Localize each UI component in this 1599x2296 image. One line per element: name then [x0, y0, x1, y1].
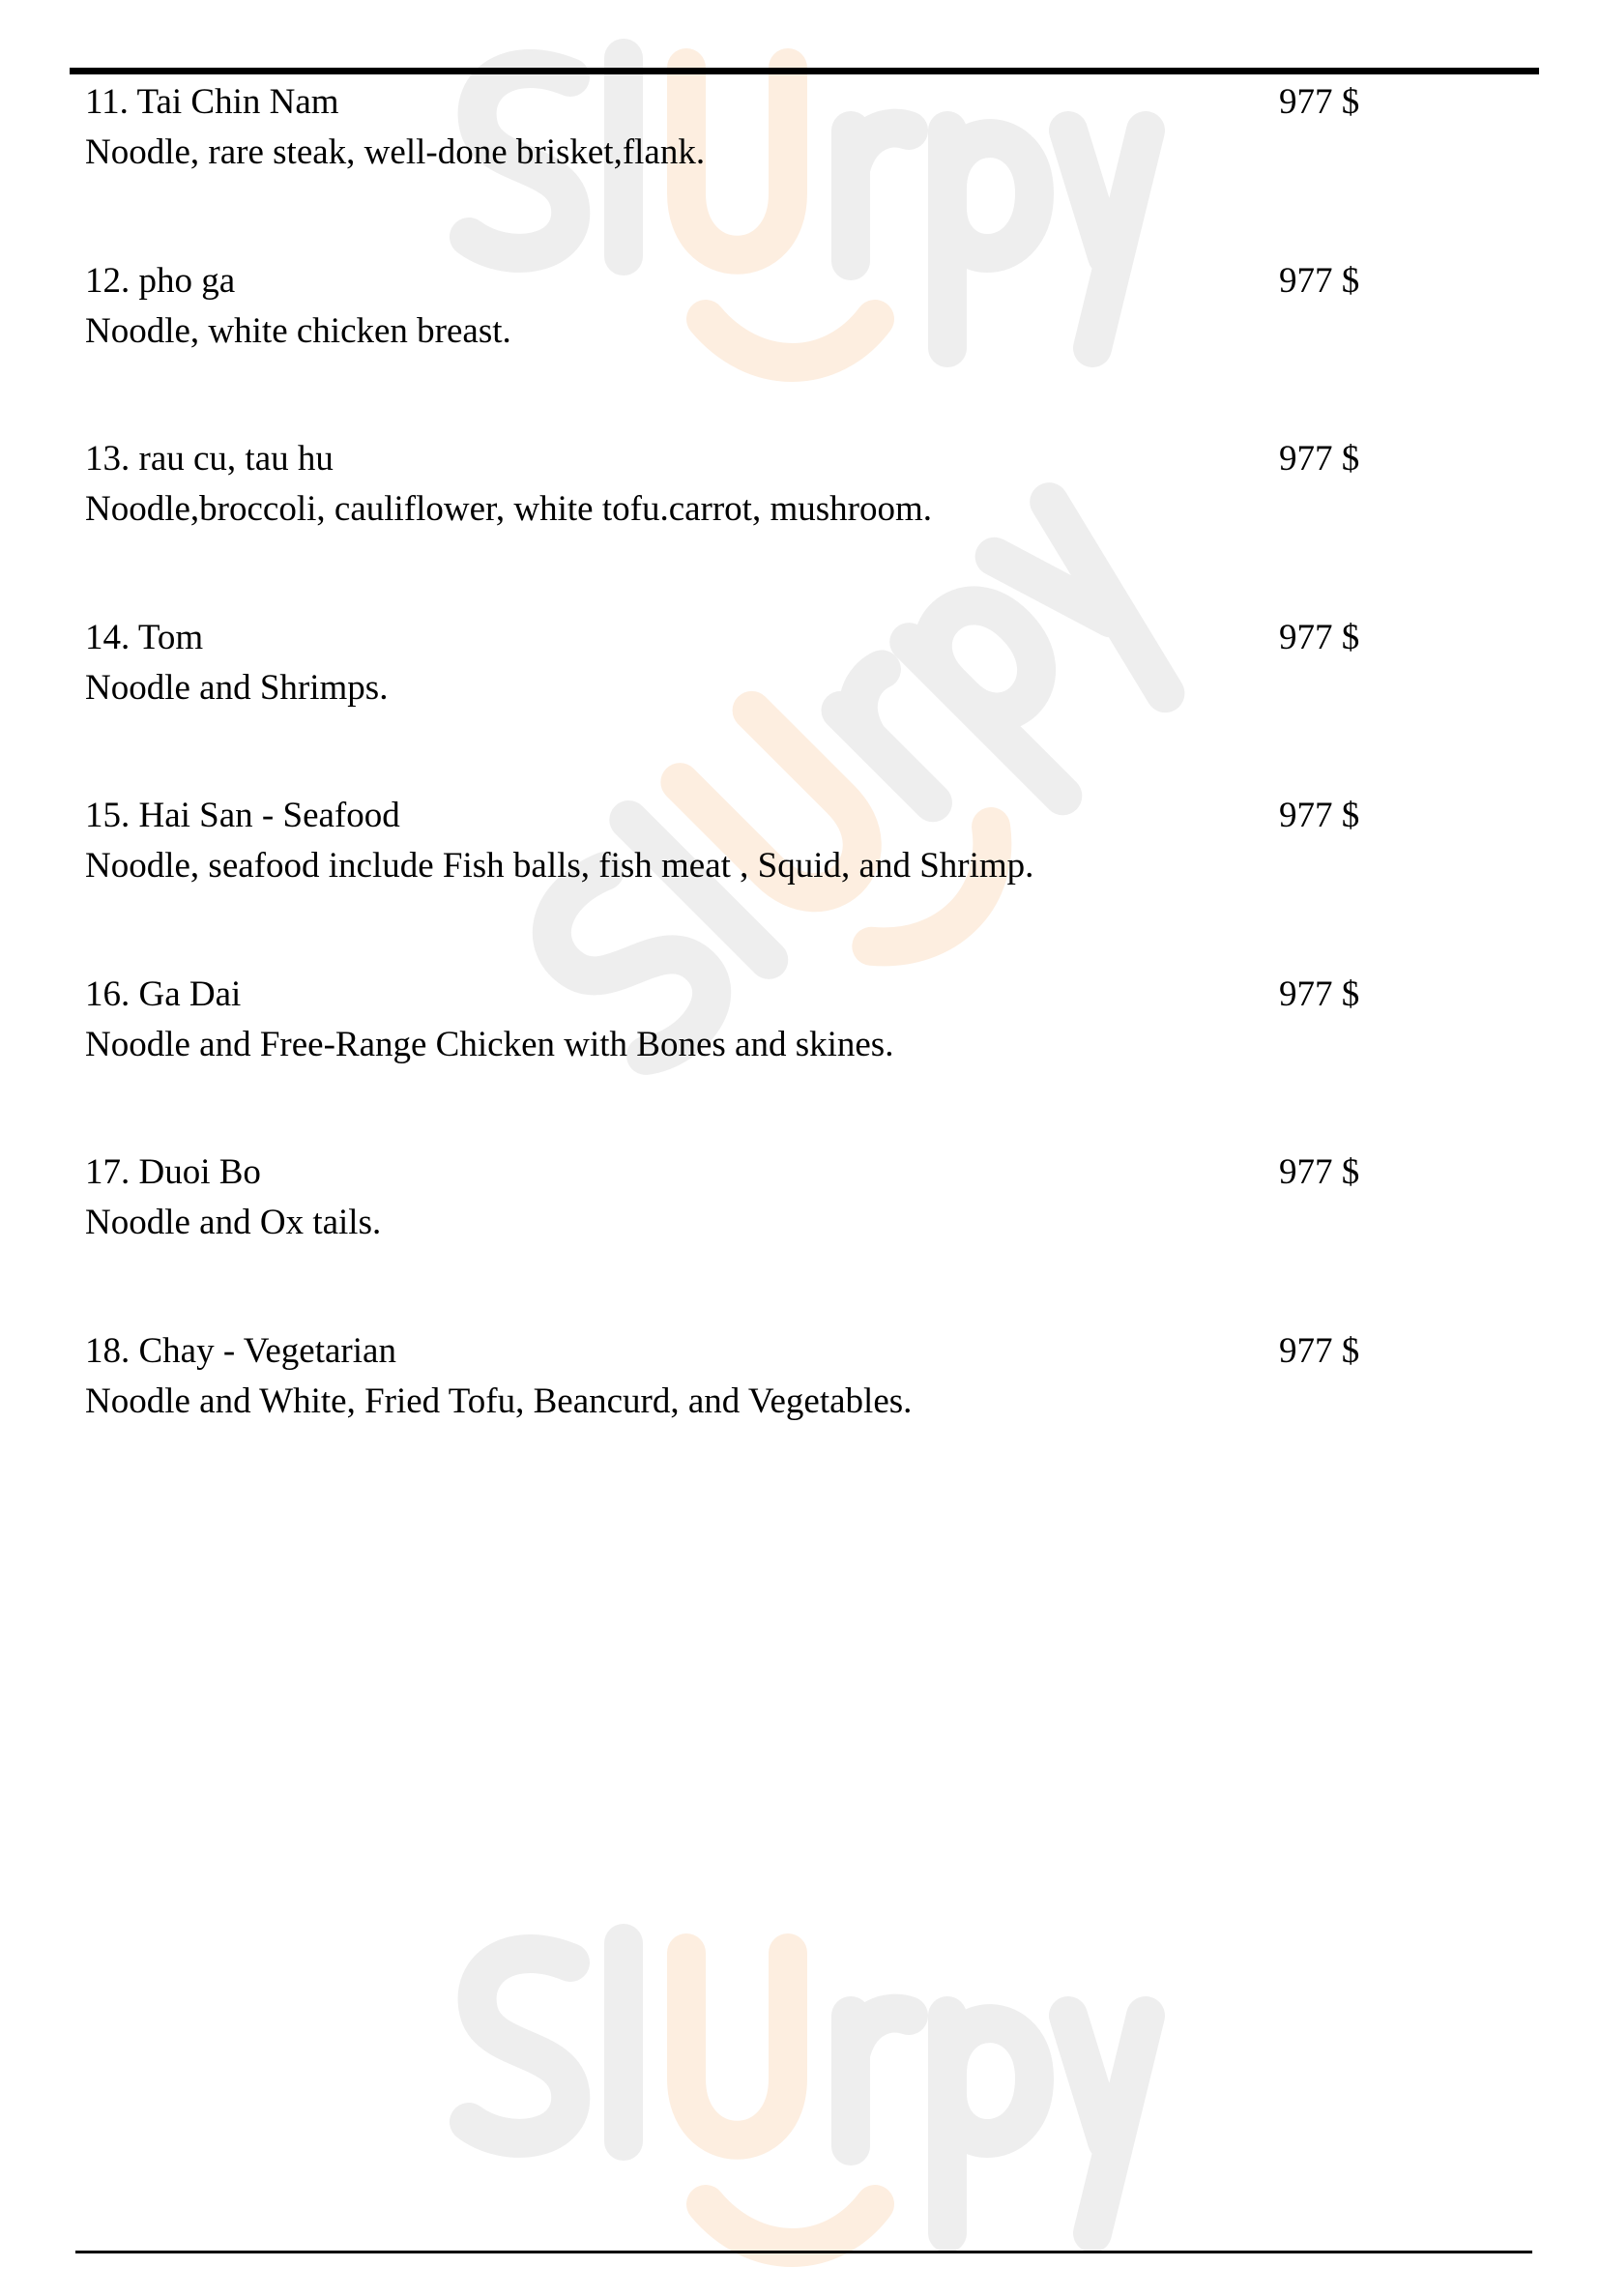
item-title: 14. Tom — [85, 617, 204, 657]
menu-item — [85, 974, 1535, 1090]
item-price: 977 $ — [1279, 1330, 1360, 1371]
item-price: 977 $ — [1279, 439, 1360, 479]
top-divider — [70, 68, 1539, 74]
item-price: 977 $ — [1279, 82, 1360, 122]
menu-item — [85, 438, 1535, 554]
item-title: 18. Chay - Vegetarian — [85, 1330, 396, 1371]
item-description: Noodle and Shrimps. — [85, 667, 389, 708]
bottom-divider — [75, 2251, 1532, 2253]
item-title: 11. Tai Chin Nam — [85, 82, 339, 122]
menu-item — [85, 1330, 1535, 1446]
menu-item — [85, 1151, 1535, 1267]
item-description: Noodle, white chicken breast. — [85, 310, 511, 351]
item-description: Noodle, rare steak, well-done brisket,flank. — [85, 132, 706, 172]
item-price: 977 $ — [1279, 1152, 1360, 1192]
menu-item — [85, 795, 1535, 911]
item-title: 16. Ga Dai — [85, 974, 242, 1014]
item-description: Noodle and Ox tails. — [85, 1203, 382, 1242]
item-price: 977 $ — [1279, 974, 1360, 1014]
menu-item — [85, 81, 1535, 197]
item-title: 17. Duoi Bo — [85, 1152, 261, 1192]
menu-item — [85, 617, 1535, 733]
item-title: 13. rau cu, tau hu — [85, 439, 334, 479]
watermark-logo — [396, 1924, 1208, 2291]
item-description: Noodle and White, Fried Tofu, Beancurd, and Vegetables. — [85, 1381, 913, 1421]
item-description: Noodle and Free-Range Chicken with Bones and skines. — [85, 1024, 894, 1064]
menu-item — [85, 260, 1535, 376]
item-price: 977 $ — [1279, 796, 1360, 835]
item-price: 977 $ — [1279, 617, 1360, 657]
item-title: 15. Hai San - Seafood — [85, 796, 400, 835]
item-price: 977 $ — [1279, 260, 1360, 301]
item-title: 12. pho ga — [85, 260, 236, 301]
item-description: Noodle, seafood include Fish balls, fish meat , Squid, and Shrimp. — [85, 846, 1034, 886]
item-description: Noodle,broccoli, cauliflower, white tofu.carrot, mushroom. — [85, 489, 932, 529]
